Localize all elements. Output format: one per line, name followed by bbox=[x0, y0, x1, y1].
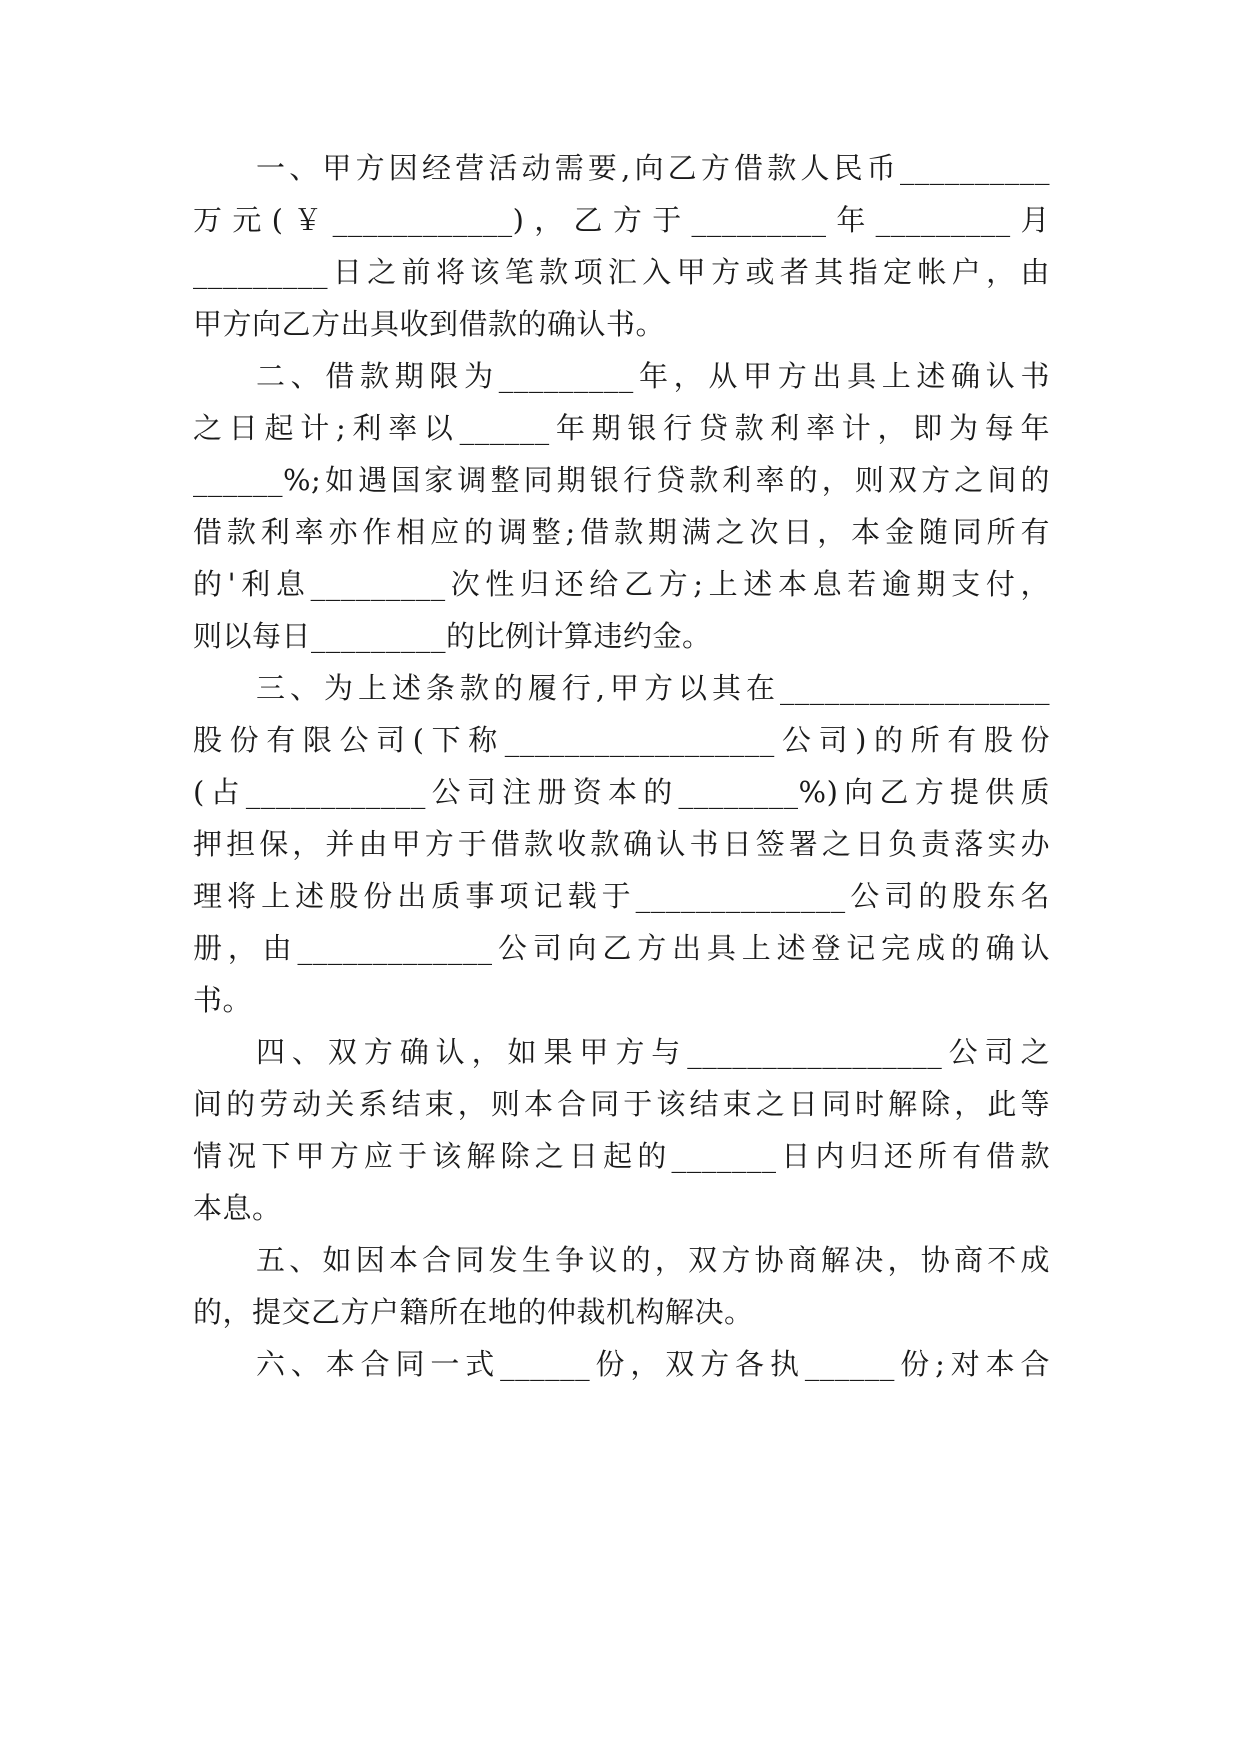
clause-2-line-1: 二、借款期限为_________年，从甲方出具上述确认书 bbox=[256, 359, 1050, 393]
clause-2-line-4: 借款利率亦作相应的调整;借款期满之次日，本金随同所有 bbox=[193, 515, 1050, 549]
clause-3-line-3: (占____________公司注册资本的________%)向乙方提供质 bbox=[193, 775, 1050, 809]
clause-3-line-6: 册，由_____________公司向乙方出具上述登记完成的确认 bbox=[193, 931, 1050, 965]
clause-1-line-3: _________日之前将该笔款项汇入甲方或者其指定帐户，由 bbox=[193, 255, 1050, 289]
clause-3-line-2: 股份有限公司(下称__________________公司)的所有股份 bbox=[193, 723, 1050, 757]
clause-2-line-5: 的'利息_________次性归还给乙方;上述本息若逾期支付， bbox=[193, 567, 1050, 601]
clause-1-line-4: 甲方向乙方出具收到借款的确认书。 bbox=[193, 307, 666, 341]
clause-2-line-3: ______%;如遇国家调整同期银行贷款利率的，则双方之间的 bbox=[193, 463, 1050, 497]
clause-4-line-4: 本息。 bbox=[193, 1191, 282, 1225]
clause-1-line-1: 一、甲方因经营活动需要,向乙方借款人民币__________ bbox=[256, 151, 1050, 185]
clause-3-line-4: 押担保，并由甲方于借款收款确认书日签署之日负责落实办 bbox=[193, 827, 1050, 861]
clause-3-line-7: 书。 bbox=[193, 983, 253, 1017]
clause-5-line-2: 的，提交乙方户籍所在地的仲裁机构解决。 bbox=[193, 1295, 754, 1329]
clause-2-line-6: 则以每日_________的比例计算违约金。 bbox=[193, 619, 712, 653]
clause-3-line-1: 三、为上述条款的履行,甲方以其在__________________ bbox=[256, 671, 1050, 705]
clause-4-line-1: 四、双方确认，如果甲方与_________________公司之 bbox=[256, 1035, 1050, 1069]
clause-1-line-2: 万元(￥____________)，乙方于_________年_________月 bbox=[193, 203, 1050, 237]
clause-6-line-1: 六、本合同一式______份，双方各执______份;对本合 bbox=[256, 1347, 1050, 1381]
clause-5-line-1: 五、如因本合同发生争议的，双方协商解决，协商不成 bbox=[256, 1243, 1050, 1277]
clause-2-line-2: 之日起计;利率以______年期银行贷款利率计，即为每年 bbox=[193, 411, 1050, 445]
clause-3-line-5: 理将上述股份出质事项记载于______________公司的股东名 bbox=[193, 879, 1050, 913]
clause-4-line-2: 间的劳动关系结束，则本合同于该结束之日同时解除，此等 bbox=[193, 1087, 1050, 1121]
clause-4-line-3: 情况下甲方应于该解除之日起的_______日内归还所有借款 bbox=[193, 1139, 1050, 1173]
